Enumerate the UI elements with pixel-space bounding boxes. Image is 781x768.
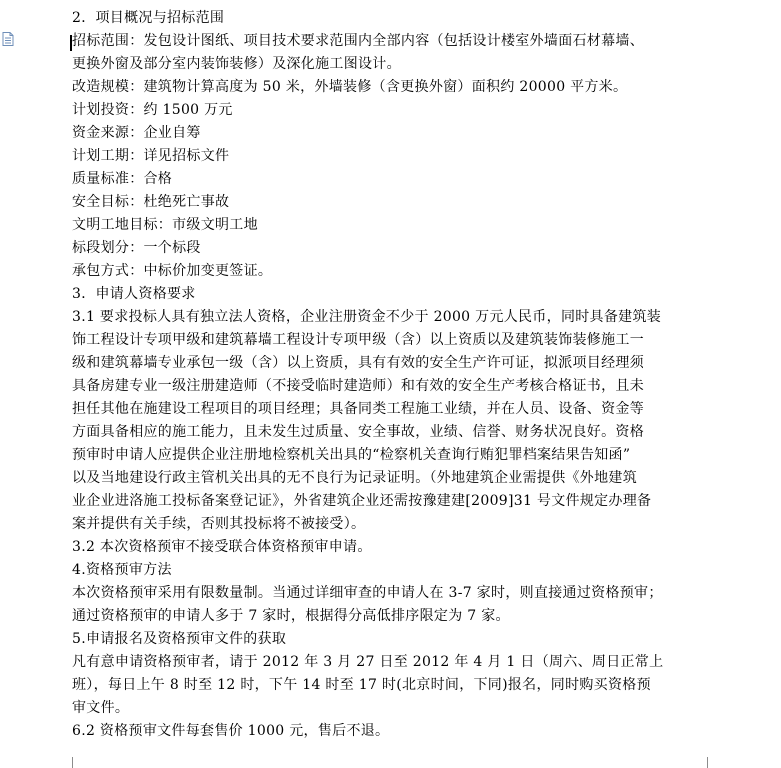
document-line: 文明工地目标：市级文明工地 xyxy=(72,217,258,233)
document-line: 以及当地建设行政主管机关出具的无不良行为记录证明。（外地建筑企业需提供《外地建筑 xyxy=(72,470,637,486)
document-line: 班），每日上午 8 时至 12 时，下午 14 时至 17 时(北京时间，下同)报名，同时购买资格预 xyxy=(72,677,651,693)
document-line: 3.1 要求投标人具有独立法人资格，企业注册资金不少于 2000 万元人民币，同时具备建筑装 xyxy=(72,309,662,325)
document-icon[interactable] xyxy=(2,32,14,46)
document-line: 担任其他在施建设工程项目的项目经理；具备同类工程施工业绩，并在人员、设备、资金等 xyxy=(72,401,644,417)
document-line: 2．项目概况与招标范围 xyxy=(72,10,225,26)
document-line: 通过资格预审的申请人多于 7 家时，根据得分高低排序限定为 7 家。 xyxy=(72,608,510,624)
page-margin-mark-right xyxy=(707,757,718,768)
document-line: 计划投资：约 1500 万元 xyxy=(72,102,233,118)
document-line: 安全目标：杜绝死亡事故 xyxy=(72,194,230,210)
document-line: 级和建筑幕墙专业承包一级（含）以上资质，具有有效的安全生产许可证，拟派项目经理须 xyxy=(72,355,644,371)
document-line: 业企业进洛施工投标备案登记证》，外省建筑企业还需按豫建建[2009]31 号文件规定办理备 xyxy=(72,493,652,509)
document-line: 3.2 本次资格预审不接受联合体资格预审申请。 xyxy=(72,539,372,555)
document-line: 质量标准：合格 xyxy=(72,171,173,187)
page-margin-mark-left xyxy=(62,757,73,768)
document-line: 更换外窗及部分室内装饰装修）及深化施工图设计。 xyxy=(72,56,401,72)
document-line: 计划工期：详见招标文件 xyxy=(72,148,230,164)
document-line: 凡有意申请资格预审者，请于 2012 年 3 月 27 日至 2012 年 4 月 1 日（周六、周日正常上 xyxy=(72,654,664,670)
document-line: 5.申请报名及资格预审文件的获取 xyxy=(72,631,287,647)
document-line: 6.2 资格预审文件每套售价 1000 元，售后不退。 xyxy=(72,723,390,739)
document-line: 本次资格预审采用有限数量制。当通过详细审查的申请人在 3-7 家时，则直接通过资格预审； xyxy=(72,585,663,601)
document-line: 预审时申请人应提供企业注册地检察机关出具的“检察机关查询行贿犯罪档案结果告知函” xyxy=(72,447,631,463)
document-line: 方面具备相应的施工能力，且未发生过质量、安全事故，业绩、信誉、财务状况良好。资格 xyxy=(72,424,644,440)
document-line: 改造规模：建筑物计算高度为 50 米，外墙装修（含更换外窗）面积约 20000 平方米。 xyxy=(72,79,628,95)
document-line: 具备房建专业一级注册建造师（不接受临时建造师）和有效的安全生产考核合格证书，且未 xyxy=(72,378,644,394)
document-line: 3．申请人资格要求 xyxy=(72,286,196,302)
document-line: 招标范围：发包设计图纸、项目技术要求范围内全部内容（包括设计楼室外墙面石材幕墙、 xyxy=(72,33,644,49)
document-line: 饰工程设计专项甲级和建筑幕墙工程设计专项甲级（含）以上资质以及建筑装饰装修施工一 xyxy=(72,332,644,348)
document-line: 审文件。 xyxy=(72,700,130,716)
document-body xyxy=(72,0,712,768)
document-line: 承包方式：中标价加变更签证。 xyxy=(72,263,273,279)
document-line: 资金来源：企业自筹 xyxy=(72,125,201,141)
document-line: 标段划分：一个标段 xyxy=(72,240,201,256)
document-line: 4.资格预审方法 xyxy=(72,562,172,578)
document-line: 案并提供有关手续，否则其投标将不被接受）。 xyxy=(72,516,366,532)
